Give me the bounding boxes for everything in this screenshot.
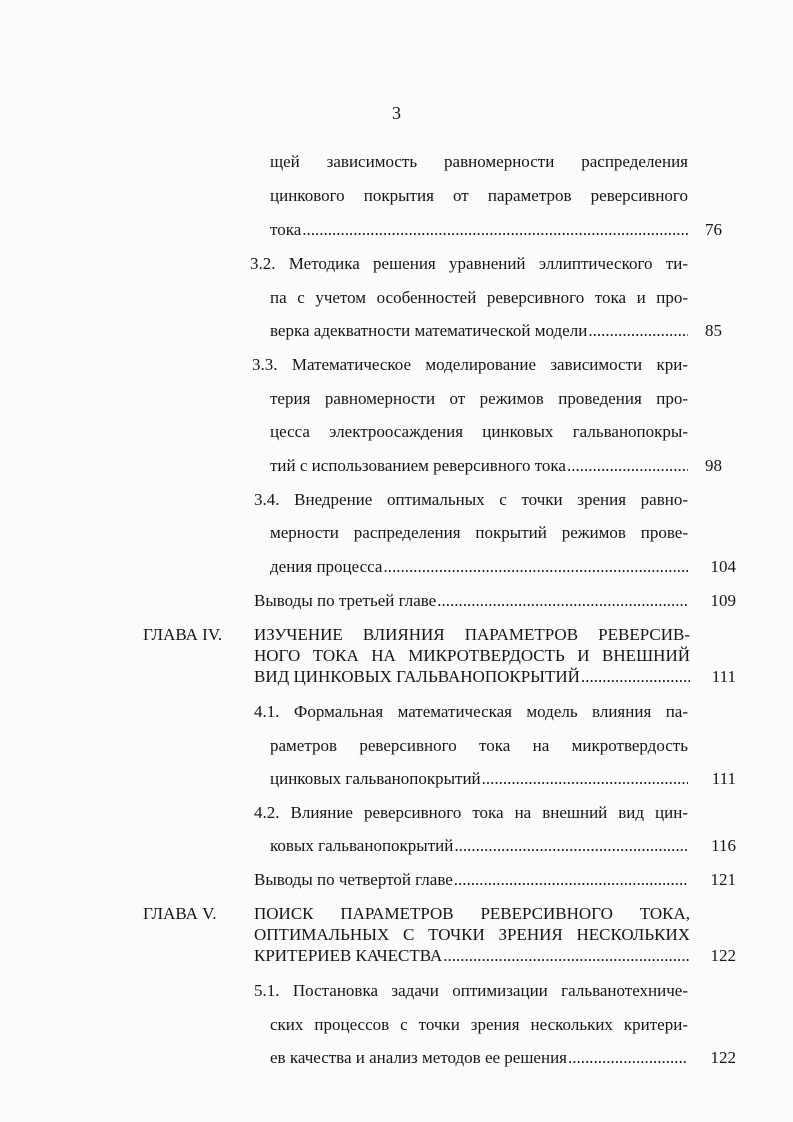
toc-page-number: 104 [710, 557, 736, 576]
toc-entry-line: ОПТИМАЛЬНЫХ С ТОЧКИ ЗРЕНИЯ НЕСКОЛЬКИХ [254, 925, 690, 944]
toc-entry-line: раметров реверсивного тока на микротвердость [270, 736, 688, 755]
toc-entry-line: щей зависимость равномерности распределения [270, 152, 688, 171]
toc-page-number: 76 [705, 220, 722, 239]
toc-entry-line: НОГО ТОКА НА МИКРОТВЕРДОСТЬ И ВНЕШНИЙ [254, 646, 690, 665]
toc-entry-line: цесса электроосаждения цинковых гальванопокры- [270, 422, 688, 441]
toc-entry-line: 3.3. Математическое моделирование зависимости кри- [252, 355, 688, 374]
toc-entry-line: цинкового покрытия от параметров реверсивного [270, 186, 688, 205]
toc-entry-line: тий с использованием реверсивного тока ..... [270, 455, 688, 477]
toc-page-number: 85 [705, 321, 722, 340]
toc-entry-line: Выводы по четвертой главе ..... [254, 869, 688, 891]
toc-entry-line: мерности распределения покрытий режимов прове- [270, 523, 688, 542]
toc-entry-line: дения процесса ..... [270, 556, 688, 578]
chapter-label: ГЛАВА IV. [143, 625, 223, 644]
toc-page-number: 122 [710, 946, 736, 965]
toc-page-number: 122 [710, 1048, 736, 1067]
toc-entry-line: тока ..... [270, 219, 688, 241]
dot-leader [443, 945, 690, 967]
toc-entry-line: ковых гальванопокрытий ..... [270, 835, 688, 857]
dot-leader [454, 835, 688, 857]
toc-entry-line: КРИТЕРИЕВ КАЧЕСТВА ..... [254, 945, 690, 967]
toc-entry-line: 3.4. Внедрение оптимальных с точки зрения равно- [254, 490, 688, 509]
dot-leader [581, 666, 690, 688]
dot-leader [588, 320, 688, 342]
dot-leader [567, 455, 688, 477]
page-number: 3 [392, 103, 401, 123]
dot-leader [482, 768, 688, 790]
toc-page-number: 121 [710, 870, 736, 889]
toc-page-number: 111 [711, 667, 736, 686]
toc-entry-line: ПОИСК ПАРАМЕТРОВ РЕВЕРСИВНОГО ТОКА, [254, 904, 690, 923]
toc-entry-line: 4.1. Формальная математическая модель влияния па- [254, 702, 688, 721]
toc-page-number: 98 [705, 456, 722, 475]
toc-entry-line: верка адекватности математической модели ..... [270, 320, 688, 342]
toc-page-number: 116 [711, 836, 736, 855]
toc-entry-line: 5.1. Постановка задачи оптимизации гальванотехниче- [254, 981, 688, 1000]
toc-entry-line: Выводы по третьей главе ..... [254, 590, 688, 612]
toc-page-number: 111 [711, 769, 736, 788]
toc-entry-line: 4.2. Влияние реверсивного тока на внешний вид цин- [254, 803, 688, 822]
chapter-label: ГЛАВА V. [143, 904, 217, 923]
toc-entry-line: ИЗУЧЕНИЕ ВЛИЯНИЯ ПАРАМЕТРОВ РЕВЕРСИВ- [254, 625, 690, 644]
dot-leader [383, 556, 688, 578]
toc-entry-line: терия равномерности от режимов проведения про- [270, 389, 688, 408]
toc-entry-line: ВИД ЦИНКОВЫХ ГАЛЬВАНОПОКРЫТИЙ ..... [254, 666, 690, 688]
dot-leader [437, 590, 688, 612]
toc-entry-line: 3.2. Методика решения уравнений эллиптического ти- [250, 254, 688, 273]
toc-entry-line: цинковых гальванопокрытий ..... [270, 768, 688, 790]
toc-entry-line: ев качества и анализ методов ее решения ..... [270, 1047, 688, 1069]
toc-entry-line: па с учетом особенностей реверсивного тока и про- [270, 288, 688, 307]
toc-page-number: 109 [710, 591, 736, 610]
dot-leader [568, 1047, 688, 1069]
dot-leader [454, 869, 688, 891]
toc-entry-line: ских процессов с точки зрения нескольких критери- [270, 1015, 688, 1034]
dot-leader [302, 219, 688, 241]
